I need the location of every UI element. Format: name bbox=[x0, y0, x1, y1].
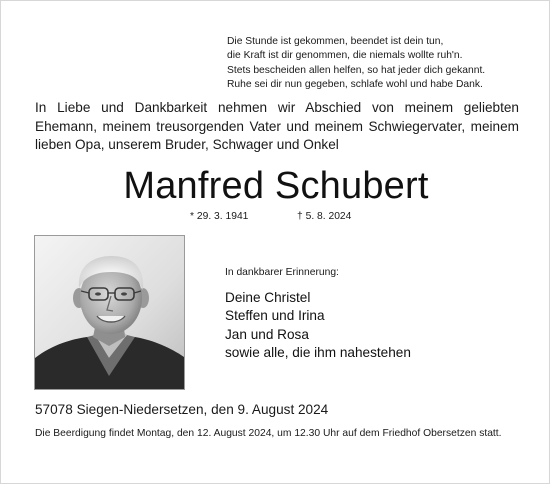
mourner-line: sowie alle, die ihm nahestehen bbox=[225, 345, 411, 361]
birth-date: * 29. 3. 1941 bbox=[190, 211, 249, 222]
poem-line: Die Stunde ist gekommen, beendet ist dein tun, bbox=[227, 36, 444, 47]
mourner-line: Jan und Rosa bbox=[225, 326, 309, 342]
intro-text: In Liebe und Dankbarkeit nehmen wir Abschied von meinem geliebten Ehemann, meinem treusorgenden Vater und meinem Schwiegervater, meinem lieben Opa, unserem Bruder, Schwager und Onkel bbox=[35, 100, 519, 153]
death-date: † 5. 8. 2024 bbox=[297, 211, 352, 222]
place-and-date: 57078 Siegen-Niedersetzen, den 9. August 2024 bbox=[35, 402, 329, 417]
poem-line: Stets bescheiden allen helfen, so hat jeder dich gekannt. bbox=[227, 64, 486, 76]
memory-label: In dankbarer Erinnerung: bbox=[225, 267, 339, 278]
mourner-line: Deine Christel bbox=[225, 290, 311, 305]
poem-line: Ruhe sei dir nun gegeben, schlafe wohl und habe Dank. bbox=[227, 78, 483, 90]
mourners-list bbox=[225, 289, 411, 363]
poem bbox=[227, 35, 527, 92]
portrait-photo bbox=[34, 235, 185, 390]
poem-line: die Kraft ist dir genommen, die niemals wollte ruh'n. bbox=[227, 50, 463, 62]
deceased-name: Manfred Schubert bbox=[123, 165, 429, 207]
funeral-info: Die Beerdigung findet Montag, den 12. August 2024, um 12.30 Uhr auf dem Friedhof Obersetzen statt. bbox=[35, 428, 502, 439]
mourner-line: Steffen und Irina bbox=[225, 308, 325, 324]
